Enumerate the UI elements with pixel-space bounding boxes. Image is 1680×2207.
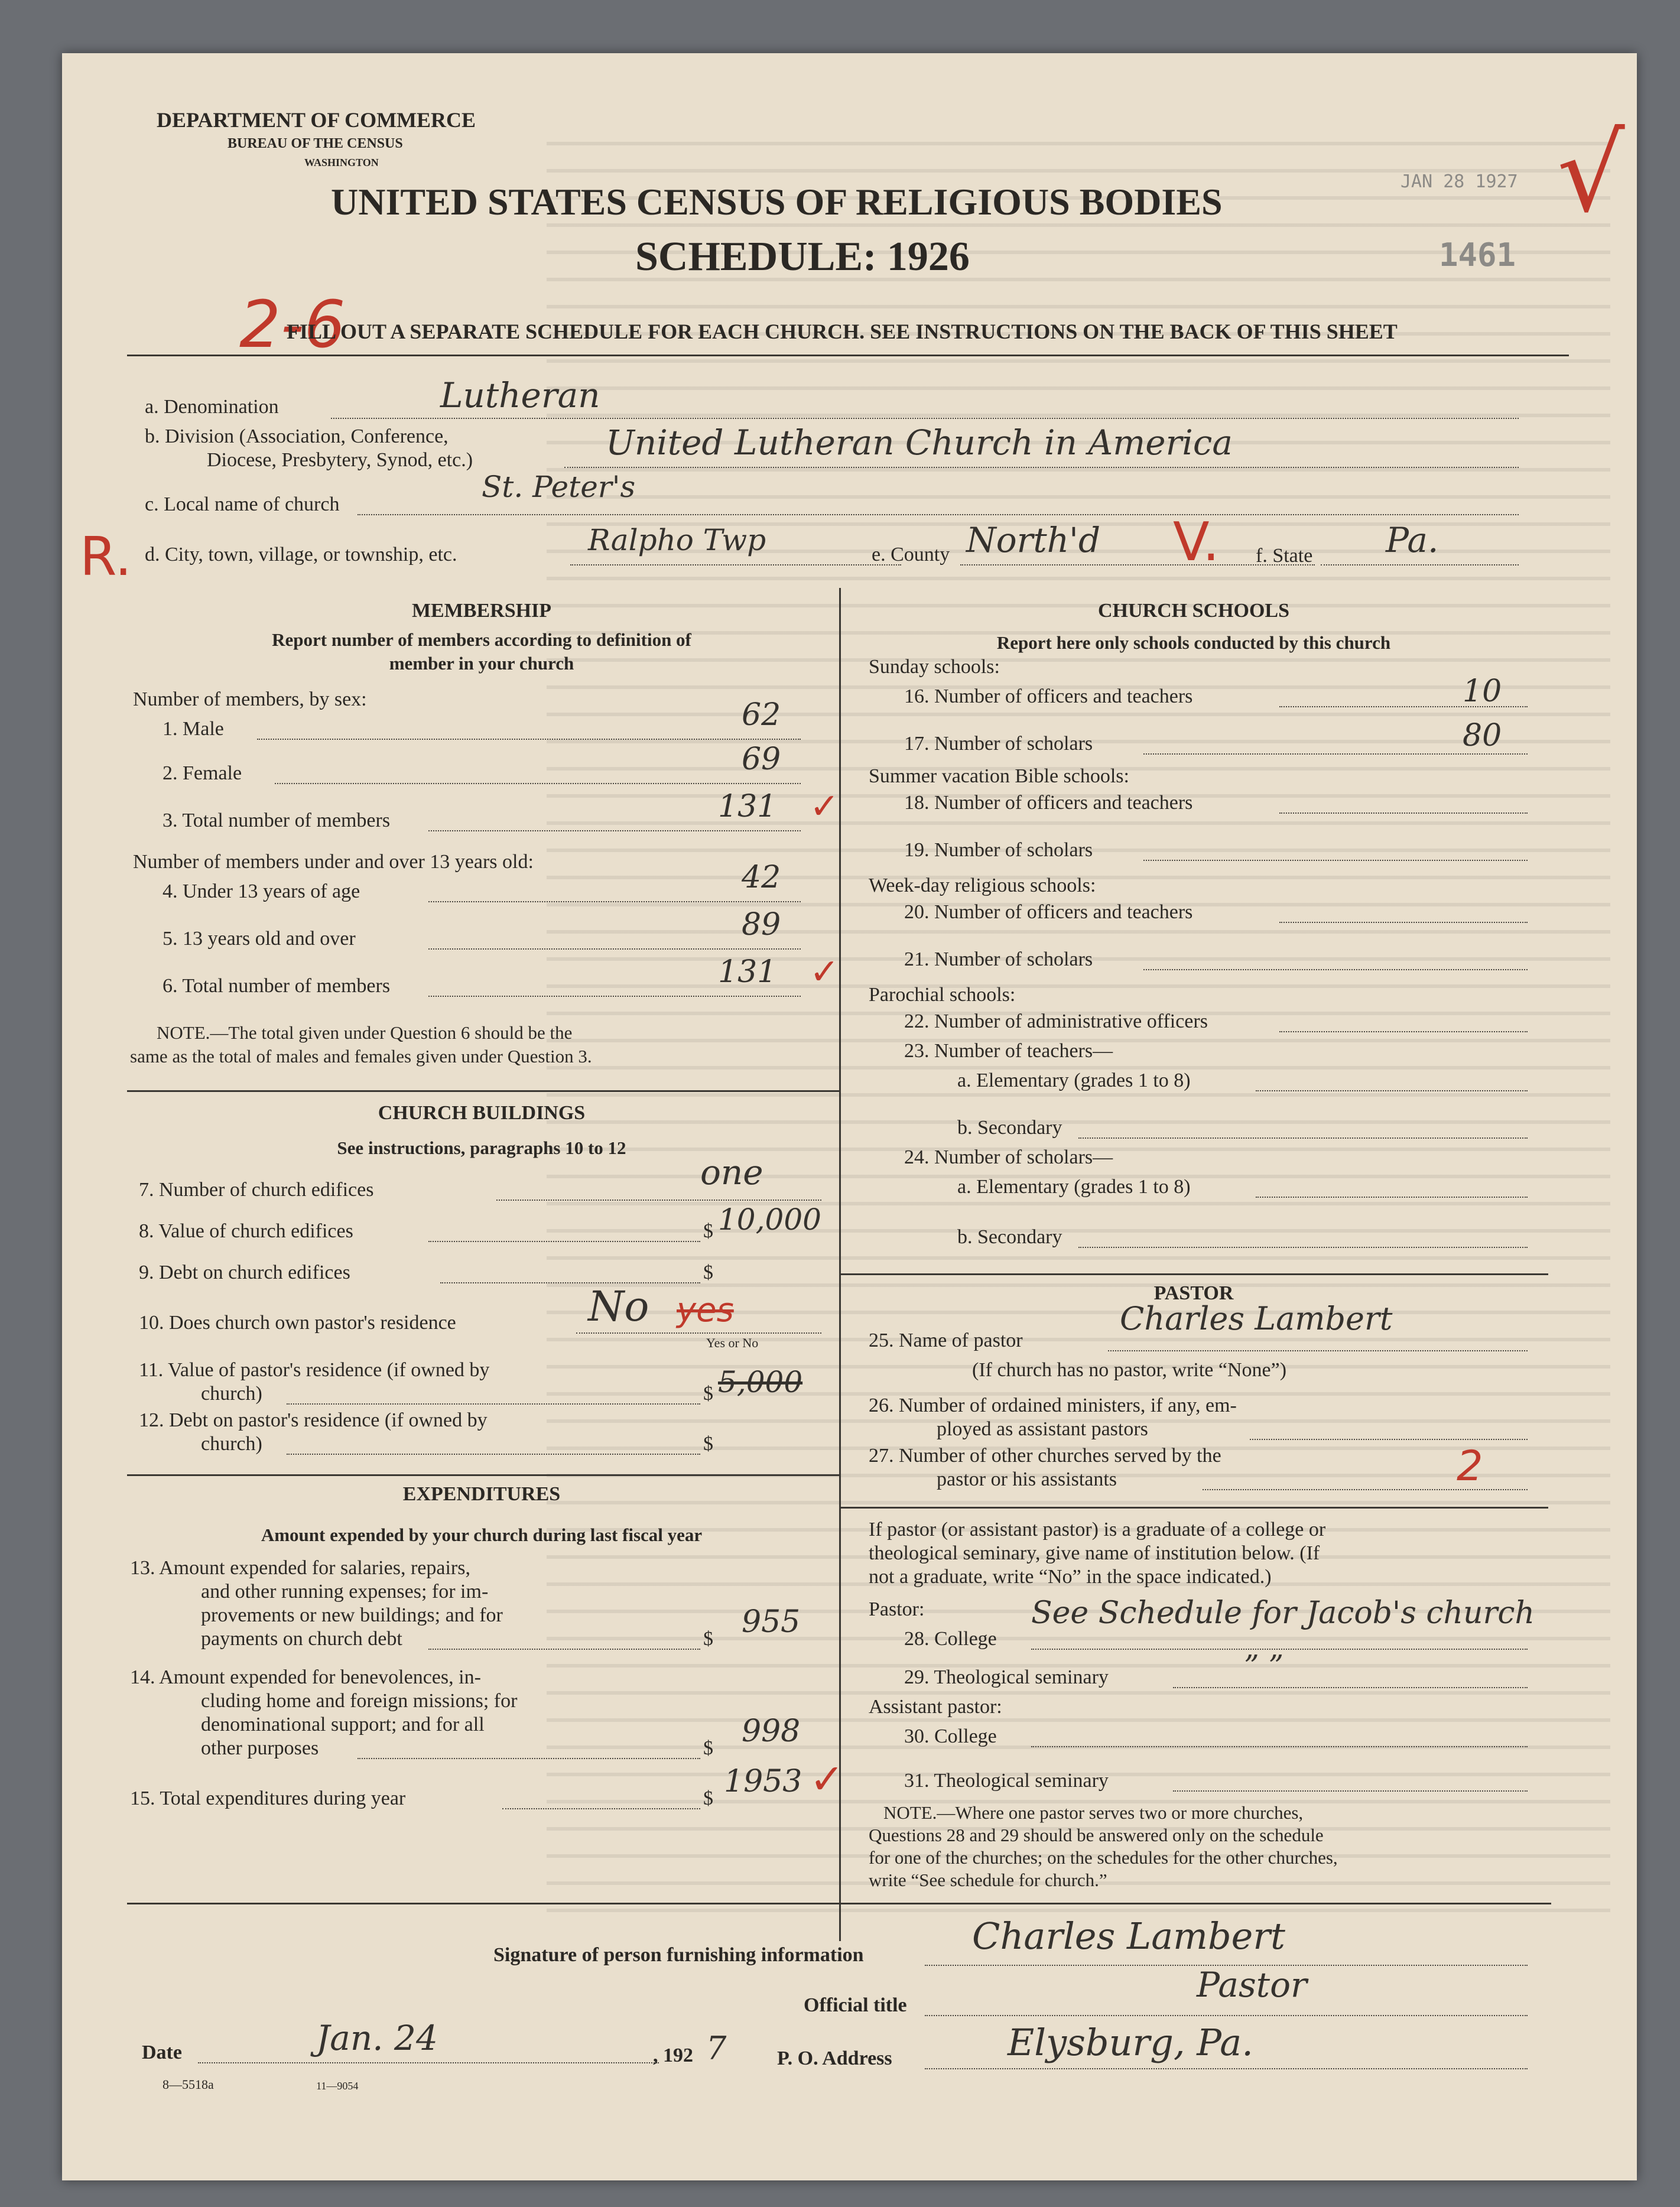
q2-line — [275, 783, 801, 784]
division-label-2: Diocese, Presbytery, Synod, etc.) — [207, 449, 473, 471]
local-name-line — [358, 514, 1519, 515]
q10-struck-value: yes — [677, 1291, 734, 1330]
state-value[interactable]: Pa. — [1386, 520, 1439, 560]
q9-dollar: $ — [703, 1262, 713, 1283]
q13-label-4: payments on church debt — [201, 1628, 402, 1650]
handwritten-red-mark: 2-6 — [239, 287, 346, 362]
q11-label-2: church) — [201, 1383, 262, 1405]
q11-dollar: $ — [703, 1383, 713, 1405]
pastor-sub-head: Pastor: — [869, 1598, 925, 1620]
q10-residence-value[interactable]: No — [588, 1282, 649, 1331]
po-address-label: P. O. Address — [777, 2047, 892, 2069]
q31-line — [1173, 1790, 1528, 1792]
official-title-label: Official title — [804, 1994, 907, 2016]
signature-value[interactable]: Charles Lambert — [972, 1915, 1285, 1958]
age-heading: Number of members under and over 13 years old: — [133, 851, 534, 873]
q14-label-1: 14. Amount expended for benevolences, in- — [130, 1666, 481, 1688]
q14-label-2: cluding home and foreign missions; for — [201, 1690, 518, 1712]
pastor-note-2: Questions 28 and 29 should be answered only on the schedule — [869, 1825, 1324, 1845]
q5-label: 5. 13 years old and over — [163, 928, 356, 950]
buildings-subheading: See instructions, paragraphs 10 to 12 — [337, 1137, 626, 1158]
q17-label: 17. Number of scholars — [904, 733, 1093, 755]
serial-number: 1461 — [1439, 236, 1516, 274]
q28-college-value[interactable]: See Schedule for Jacob's church — [1031, 1595, 1535, 1631]
q5-over13-value[interactable]: 89 — [742, 907, 781, 942]
q7-line — [496, 1200, 821, 1201]
q12-label-2: church) — [201, 1433, 262, 1455]
q23-label: 23. Number of teachers— — [904, 1040, 1113, 1062]
q9-label: 9. Debt on church edifices — [139, 1262, 350, 1283]
q27-label-1: 27. Number of other churches served by the — [869, 1445, 1221, 1467]
q25-label: 25. Name of pastor — [869, 1330, 1023, 1351]
q26-line — [1250, 1439, 1528, 1440]
parochial-schools-head: Parochial schools: — [869, 984, 1016, 1006]
q20-label: 20. Number of officers and teachers — [904, 901, 1193, 923]
po-address-value[interactable]: Elysburg, Pa. — [1008, 2021, 1253, 2064]
footer-rule — [127, 1903, 1551, 1904]
red-r-mark: R. — [80, 526, 132, 588]
q22-label: 22. Number of administrative officers — [904, 1010, 1208, 1032]
city-line — [570, 564, 901, 565]
members-by-sex-label: Number of members, by sex: — [133, 688, 367, 710]
q24b-line — [1078, 1247, 1528, 1248]
q31-label: 31. Theological seminary — [904, 1770, 1109, 1792]
red-check-large: √ — [1557, 112, 1625, 236]
q1-label: 1. Male — [163, 718, 224, 740]
date-year-digit[interactable]: 7 — [706, 2030, 727, 2067]
q11-line — [287, 1403, 700, 1405]
expenditures-heading: EXPENDITURES — [402, 1483, 561, 1505]
date-year-prefix: , 192 — [653, 2045, 693, 2066]
q24b-label: b. Secondary — [957, 1226, 1062, 1248]
city-value[interactable]: Ralpho Twp — [588, 523, 766, 557]
q7-edifices-value[interactable]: one — [700, 1152, 763, 1192]
q27-label-2: pastor or his assistants — [937, 1468, 1117, 1490]
q17-line — [1143, 753, 1528, 755]
q3-total-value[interactable]: 131 — [718, 789, 777, 824]
membership-intro-1: Report number of members according to definition of — [272, 629, 691, 650]
q12-label-1: 12. Debt on pastor's residence (if owned by — [139, 1409, 488, 1431]
q13-label-3: provements or new buildings; and for — [201, 1604, 503, 1626]
q16-label: 16. Number of officers and teachers — [904, 685, 1193, 707]
q24-label: 24. Number of scholars— — [904, 1146, 1113, 1168]
q23a-label: a. Elementary (grades 1 to 8) — [957, 1070, 1191, 1091]
q23b-line — [1078, 1137, 1528, 1139]
q3-red-check: ✓ — [810, 786, 840, 827]
q21-line — [1143, 969, 1528, 970]
q2-label: 2. Female — [163, 762, 242, 784]
form-title: UNITED STATES CENSUS OF RELIGIOUS BODIES — [331, 181, 1223, 223]
received-date-stamp: JAN 28 1927 — [1400, 171, 1518, 192]
q2-female-value[interactable]: 69 — [742, 742, 781, 777]
q25-line — [1108, 1350, 1528, 1351]
q7-label: 7. Number of church edifices — [139, 1179, 374, 1201]
expenditures-subheading: Amount expended by your church during last fiscal year — [261, 1525, 703, 1545]
q14-benevolences-value[interactable]: 998 — [742, 1714, 801, 1749]
schools-rule — [839, 1273, 1548, 1275]
q1-male-value[interactable]: 62 — [742, 697, 781, 733]
division-value[interactable]: United Lutheran Church in America — [606, 422, 1233, 463]
county-label: e. County — [872, 544, 950, 565]
graduate-instruction-2: theological seminary, give name of institution below. (If — [869, 1542, 1320, 1564]
q15-line — [502, 1808, 700, 1809]
pastor-heading: PASTOR — [1153, 1282, 1234, 1304]
q18-label: 18. Number of officers and teachers — [904, 792, 1193, 814]
column-divider — [839, 588, 841, 1941]
date-line — [198, 2062, 659, 2063]
q19-line — [1143, 860, 1528, 861]
q6-label: 6. Total number of members — [163, 975, 391, 997]
q8-line — [428, 1241, 700, 1242]
denomination-line — [331, 418, 1519, 419]
division-label-1: b. Division (Association, Conference, — [145, 425, 449, 447]
q5-line — [428, 948, 801, 950]
bureau-heading: BUREAU OF THE CENSUS — [228, 136, 403, 151]
q29-label: 29. Theological seminary — [904, 1666, 1109, 1688]
q14-label-3: denominational support; and for all — [201, 1714, 485, 1735]
state-line — [1321, 564, 1519, 565]
official-title-value[interactable]: Pastor — [1197, 1965, 1307, 2005]
schedule-title: SCHEDULE: 1926 — [635, 234, 970, 279]
date-label: Date — [142, 2042, 182, 2063]
membership-note-2: same as the total of males and females given under Question 3. — [130, 1046, 592, 1067]
census-schedule-sheet — [62, 53, 1637, 2180]
local-name-label: c. Local name of church — [145, 493, 340, 515]
division-line — [564, 467, 1519, 468]
q24a-line — [1256, 1197, 1528, 1198]
q13-running-expenses-value[interactable]: 955 — [742, 1604, 801, 1640]
membership-heading: MEMBERSHIP — [411, 600, 552, 622]
q20-line — [1279, 922, 1528, 923]
q21-label: 21. Number of scholars — [904, 948, 1093, 970]
official-title-line — [925, 2015, 1528, 2016]
q4-line — [428, 901, 801, 902]
q29-line — [1173, 1687, 1528, 1688]
q4-under13-value[interactable]: 42 — [742, 860, 781, 895]
graduate-instruction-3: not a graduate, write “No” in the space indicated.) — [869, 1566, 1272, 1588]
q12-dollar: $ — [703, 1433, 713, 1455]
q23a-line — [1256, 1090, 1528, 1091]
red-v-mark: V. — [1173, 511, 1220, 573]
pastor-rule — [839, 1507, 1548, 1509]
summer-schools-head: Summer vacation Bible schools: — [869, 765, 1129, 787]
q12-line — [287, 1454, 700, 1455]
q13-line — [428, 1649, 700, 1650]
q16-officers-value[interactable]: 10 — [1463, 674, 1502, 709]
q13-label-2: and other running expenses; for im- — [201, 1581, 489, 1603]
q13-label-1: 13. Amount expended for salaries, repairs, — [130, 1557, 470, 1579]
q27-other-churches-value[interactable]: 2 — [1457, 1442, 1483, 1490]
assistant-pastor-head: Assistant pastor: — [869, 1696, 1002, 1718]
q26-label-2: ployed as assistant pastors — [937, 1418, 1148, 1440]
pastor-note-1: NOTE.—Where one pastor serves two or more churches, — [883, 1802, 1304, 1823]
q4-label: 4. Under 13 years of age — [163, 880, 360, 902]
q23b-label: b. Secondary — [957, 1117, 1062, 1139]
q13-dollar: $ — [703, 1628, 713, 1650]
city-label: d. City, town, village, or township, etc. — [145, 544, 457, 565]
pastor-note-3: for one of the churches; on the schedules for the other churches, — [869, 1847, 1338, 1868]
q8-label: 8. Value of church edifices — [139, 1220, 353, 1242]
membership-rule — [127, 1090, 839, 1092]
q15-dollar: $ — [703, 1787, 713, 1809]
q11-label-1: 11. Value of pastor's residence (if owned by — [139, 1359, 490, 1381]
q3-line — [428, 830, 801, 831]
form-number: 8—5518a — [163, 2077, 214, 2092]
q3-label: 3. Total number of members — [163, 810, 391, 831]
buildings-rule — [127, 1474, 839, 1476]
header-rule — [127, 355, 1569, 356]
q29-seminary-value[interactable]: ” ” — [1244, 1649, 1284, 1683]
q10-line — [576, 1332, 821, 1334]
q30-label: 30. College — [904, 1725, 997, 1747]
signature-label: Signature of person furnishing information — [493, 1944, 864, 1966]
q6-red-check: ✓ — [810, 951, 840, 993]
q10-hint: Yes or No — [706, 1335, 759, 1350]
q6-line — [428, 996, 801, 997]
po-address-line — [925, 2068, 1528, 2069]
weekday-schools-head: Week-day religious schools: — [869, 875, 1096, 896]
q28-label: 28. College — [904, 1628, 997, 1650]
pastor-note-4: write “See schedule for church.” — [869, 1870, 1107, 1890]
q11-residence-value[interactable]: 5,000 — [718, 1365, 803, 1399]
county-value[interactable]: North'd — [966, 520, 1101, 560]
q15-red-check: ✓ — [810, 1755, 844, 1803]
state-label: f. State — [1256, 545, 1313, 567]
q17-scholars-value[interactable]: 80 — [1463, 718, 1502, 753]
sunday-schools-head: Sunday schools: — [869, 656, 1000, 678]
denomination-value[interactable]: Lutheran — [440, 375, 600, 415]
q19-label: 19. Number of scholars — [904, 839, 1093, 861]
schools-subheading: Report here only schools conducted by this church — [996, 632, 1391, 653]
q1-line — [257, 739, 801, 740]
print-number: 11—9054 — [316, 2080, 359, 2092]
q26-label-1: 26. Number of ordained ministers, if any, em- — [869, 1395, 1237, 1416]
q14-line — [358, 1758, 700, 1759]
q18-line — [1279, 812, 1528, 814]
buildings-heading: CHURCH BUILDINGS — [378, 1102, 586, 1124]
q14-dollar: $ — [703, 1737, 713, 1759]
q8-value-edifices[interactable]: 10,000 — [718, 1202, 821, 1237]
graduate-instruction-1: If pastor (or assistant pastor) is a graduate of a college or — [869, 1519, 1326, 1540]
fill-out-instruction: FILL OUT A SEPARATE SCHEDULE FOR EACH CHURCH. SEE INSTRUCTIONS ON THE BACK OF THIS SHEET — [287, 320, 1398, 343]
q8-dollar: $ — [703, 1220, 713, 1242]
q14-label-4: other purposes — [201, 1737, 319, 1759]
q6-total-value[interactable]: 131 — [718, 954, 777, 990]
q10-label: 10. Does church own pastor's residence — [139, 1312, 456, 1334]
q9-line — [440, 1282, 700, 1283]
q24a-label: a. Elementary (grades 1 to 8) — [957, 1176, 1191, 1198]
q15-total-expenditures-value[interactable]: 1953 — [724, 1764, 802, 1799]
q25-hint: (If church has no pastor, write “None”) — [972, 1359, 1287, 1381]
date-value[interactable]: Jan. 24 — [316, 2018, 438, 2058]
q15-label: 15. Total expenditures during year — [130, 1787, 406, 1809]
q25-pastor-name-value[interactable]: Charles Lambert — [1120, 1300, 1393, 1337]
q22-line — [1279, 1031, 1528, 1032]
membership-note-1: NOTE.—The total given under Question 6 should be the — [157, 1022, 573, 1043]
department-heading: DEPARTMENT OF COMMERCE — [157, 108, 476, 132]
local-name-value[interactable]: St. Peter's — [482, 470, 636, 504]
schools-heading: CHURCH SCHOOLS — [1098, 600, 1289, 622]
q30-line — [1031, 1746, 1528, 1747]
membership-intro-2: member in your church — [389, 653, 574, 674]
denomination-label: a. Denomination — [145, 396, 279, 418]
city-heading: WASHINGTON — [304, 157, 379, 168]
